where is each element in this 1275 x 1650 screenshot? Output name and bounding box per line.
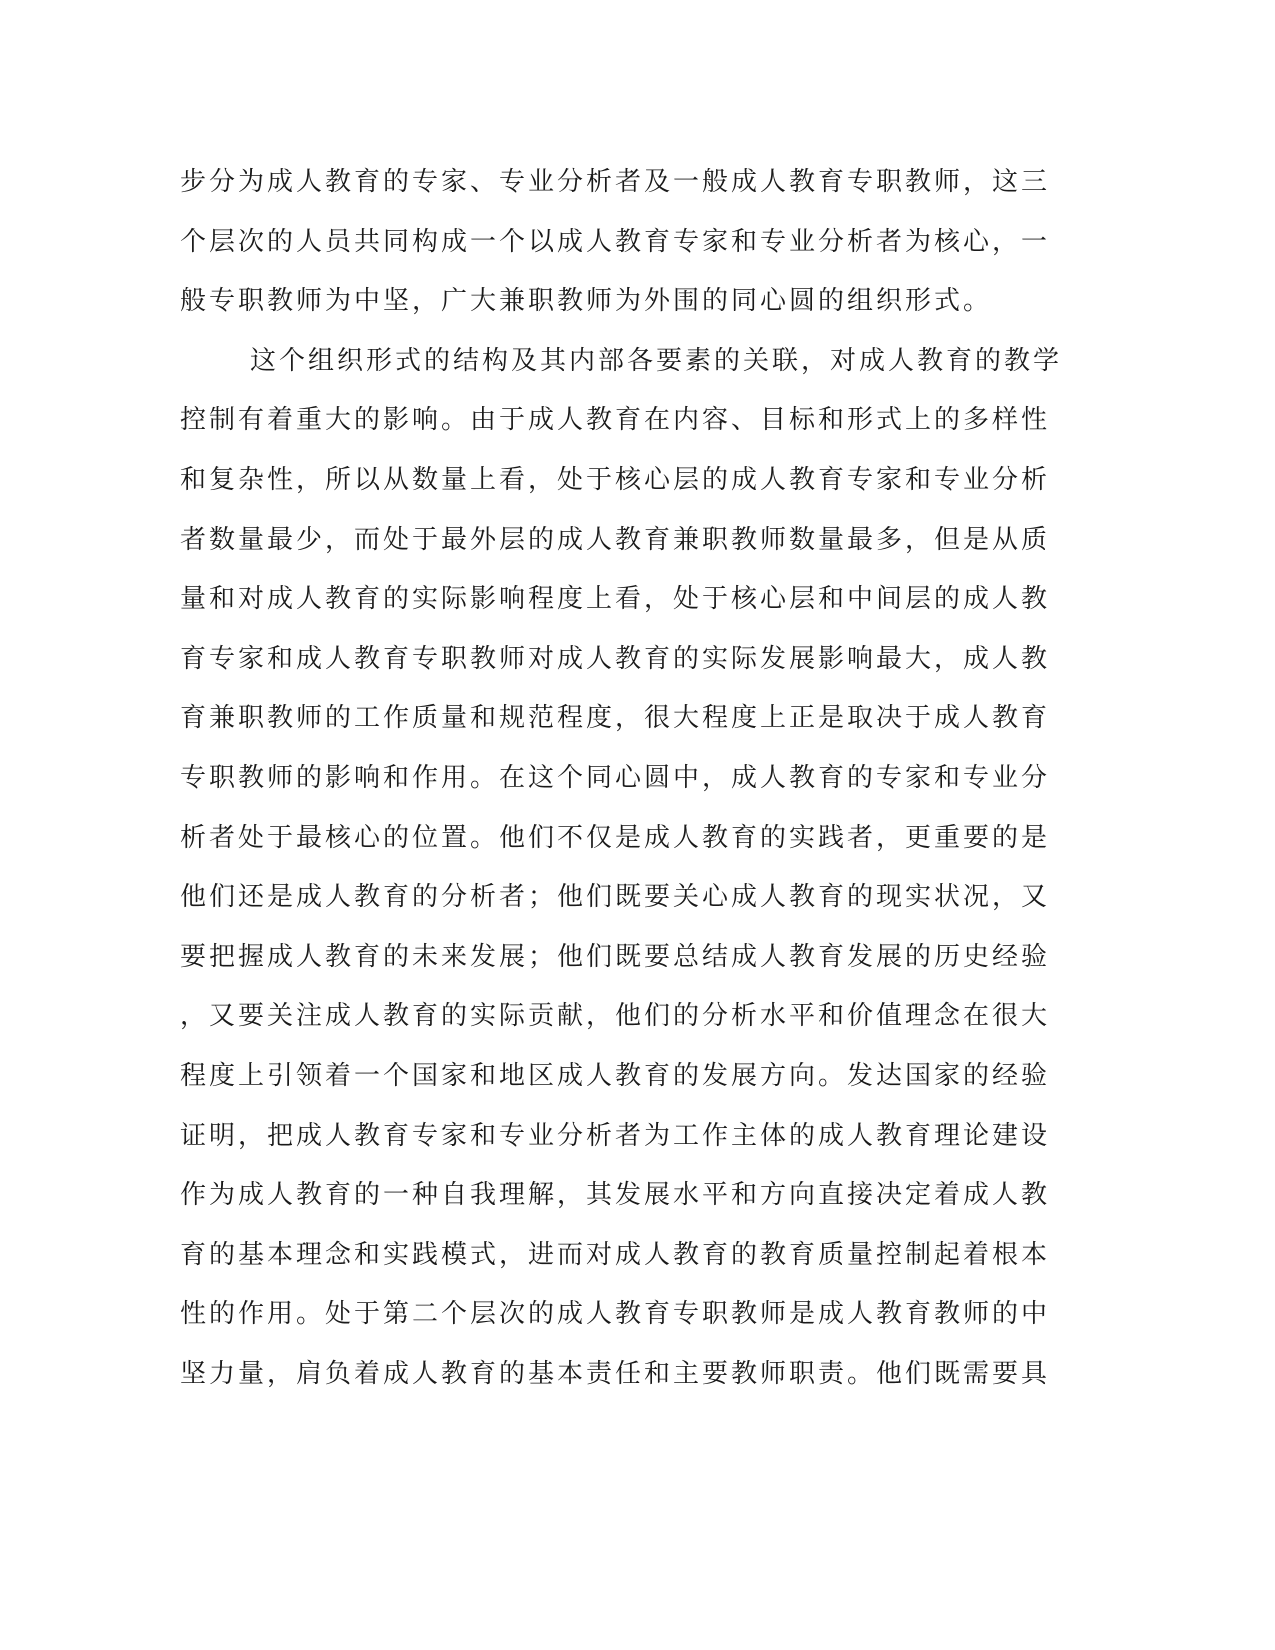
text-line: 控制有着重大的影响。由于成人教育在内容、目标和形式上的多样性 <box>180 405 1051 436</box>
paragraph-first-line: 这个组织形式的结构及其内部各要素的关联，对成人教育的教学 <box>250 345 1063 376</box>
text-line: ，又要关注成人教育的实际贡献，他们的分析水平和价值理念在很大 <box>180 1001 1051 1032</box>
text-line: 程度上引领着一个国家和地区成人教育的发展方向。发达国家的经验 <box>180 1060 1051 1091</box>
text-line: 坚力量，肩负着成人教育的基本责任和主要教师职责。他们既需要具 <box>180 1358 1051 1389</box>
text-line: 和复杂性，所以从数量上看，处于核心层的成人教育专家和专业分析 <box>180 464 1051 495</box>
text-line: 育的基本理念和实践模式，进而对成人教育的教育质量控制起着根本 <box>180 1239 1051 1270</box>
body-text <box>180 160 1063 1411</box>
text-line: 个层次的人员共同构成一个以成人教育专家和专业分析者为核心，一 <box>180 226 1051 257</box>
text-line: 要把握成人教育的未来发展；他们既要总结成人教育发展的历史经验 <box>180 941 1051 972</box>
text-line: 量和对成人教育的实际影响程度上看，处于核心层和中间层的成人教 <box>180 584 1051 615</box>
text-line: 作为成人教育的一种自我理解，其发展水平和方向直接决定着成人教 <box>180 1180 1051 1211</box>
text-line: 步分为成人教育的专家、专业分析者及一般成人教育专职教师，这三 <box>180 167 1051 197</box>
text-line: 性的作用。处于第二个层次的成人教育专职教师是成人教育教师的中 <box>180 1299 1051 1330</box>
text-line: 般专职教师为中坚，广大兼职教师为外围的同心圆的组织形式。 <box>180 286 993 317</box>
text-line: 析者处于最核心的位置。他们不仅是成人教育的实践者，更重要的是 <box>180 822 1051 853</box>
text-line: 证明，把成人教育专家和专业分析者为工作主体的成人教育理论建设 <box>180 1120 1051 1151</box>
text-line: 专职教师的影响和作用。在这个同心圆中，成人教育的专家和专业分 <box>180 762 1051 793</box>
text-line: 育兼职教师的工作质量和规范程度，很大程度上正是取决于成人教育 <box>180 703 1051 734</box>
text-line: 他们还是成人教育的分析者；他们既要关心成人教育的现实状况，又 <box>180 882 1051 913</box>
text-line: 育专家和成人教育专职教师对成人教育的实际发展影响最大，成人教 <box>180 643 1051 674</box>
text-line: 者数量最少，而处于最外层的成人教育兼职教师数量最多，但是从质 <box>180 524 1051 555</box>
